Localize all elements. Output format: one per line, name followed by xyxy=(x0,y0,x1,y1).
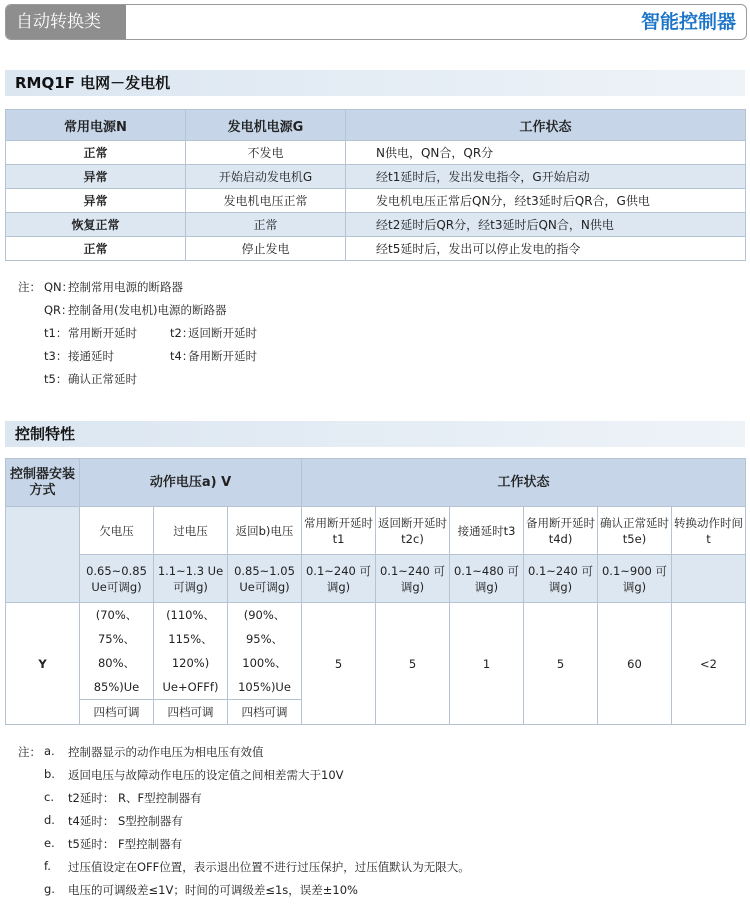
sub-t2: 返回断开延时t2c) xyxy=(376,507,450,555)
note-key-t1: t1： xyxy=(44,326,68,340)
sub-t3: 接通延时t3 xyxy=(450,507,524,555)
note-c: t2延时： R、F型控制器有 xyxy=(68,791,202,805)
cell-g: 正常 xyxy=(186,213,346,237)
table-row xyxy=(6,237,746,261)
note-t2: 返回断开延时 xyxy=(188,326,257,340)
section-title: 控制特性 xyxy=(15,425,76,443)
section-heading-rmq1f xyxy=(5,70,745,96)
table-subheader-row xyxy=(6,507,746,555)
col-header-n: 常用电源N xyxy=(6,110,186,141)
control-table xyxy=(5,458,746,725)
notes-2 xyxy=(18,744,738,904)
cell-status: 经t5延时后，发出可以停止发电的指令 xyxy=(346,237,746,261)
col-header-status: 工作状态 xyxy=(346,110,746,141)
notes-1 xyxy=(18,279,738,394)
brand-title: 智能控制器 xyxy=(640,11,736,33)
note-d: t4延时： S型控制器有 xyxy=(68,814,183,828)
table-row xyxy=(6,165,746,189)
range-cell: 1.1~1.3 Ue可调g) xyxy=(154,555,228,603)
step-cell: (110%、 115%、 120%) Ue+OFFf) xyxy=(154,603,228,700)
cell-g: 停止发电 xyxy=(186,237,346,261)
value-cell: <2 xyxy=(672,603,746,725)
sub-t4: 备用断开延时t4d) xyxy=(524,507,598,555)
cell-g: 开始启动发电机G xyxy=(186,165,346,189)
range-cell: 0.85~1.05 Ue可调g) xyxy=(228,555,302,603)
table-row xyxy=(6,189,746,213)
value-cell: 5 xyxy=(302,603,376,725)
value-cell: 1 xyxy=(450,603,524,725)
cell-n: 异常 xyxy=(6,165,186,189)
range-cell: 0.1~240 可调g) xyxy=(376,555,450,603)
cell-n: 恢复正常 xyxy=(6,213,186,237)
range-cell: 0.1~900 可调g) xyxy=(598,555,672,603)
cell-g: 发电机电压正常 xyxy=(186,189,346,213)
blank-cell xyxy=(6,507,80,603)
four-step-cell: 四档可调 xyxy=(154,700,228,725)
table-row xyxy=(6,213,746,237)
sub-t1: 常用断开延时t1 xyxy=(302,507,376,555)
note-e: t5延时： F型控制器有 xyxy=(68,837,183,851)
header-voltage: 动作电压a) V xyxy=(80,459,302,507)
step-cell: (90%、 95%、 100%、 105%)Ue xyxy=(228,603,302,700)
note-key-c: c. xyxy=(44,790,54,804)
value-cell: 60 xyxy=(598,603,672,725)
range-cell: 0.1~480 可调g) xyxy=(450,555,524,603)
note-a: 控制器显示的动作电压为相电压有效值 xyxy=(68,745,264,759)
note-key-t2: t2： xyxy=(170,326,194,340)
note-key-t5: t5： xyxy=(44,372,68,386)
range-cell: 0.65~0.85 Ue可调g) xyxy=(80,555,154,603)
note-key-a: a. xyxy=(44,744,55,758)
note-b: 返回电压与故障动作电压的设定值之间相差需大于10V xyxy=(68,768,344,782)
section-title: RMQ1F 电网－发电机 xyxy=(15,74,171,92)
sub-t5: 确认正常延时t5e) xyxy=(598,507,672,555)
range-cell: 0.1~240 可调g) xyxy=(524,555,598,603)
note-prefix: 注： xyxy=(18,280,41,294)
cell-n: 正常 xyxy=(6,141,186,165)
note-qr: 控制备用(发电机)电源的断路器 xyxy=(68,303,227,317)
note-qn: 控制常用电源的断路器 xyxy=(68,280,183,294)
section-heading-control xyxy=(5,421,745,447)
table-header-row xyxy=(6,110,746,141)
cell-status: 经t2延时后QR分，经t3延时后QN合，N供电 xyxy=(346,213,746,237)
sub-overvoltage: 过电压 xyxy=(154,507,228,555)
blank-cell xyxy=(672,555,746,603)
range-row xyxy=(6,555,746,603)
top-bar xyxy=(5,4,747,40)
note-t1: 常用断开延时 xyxy=(68,326,137,340)
note-key-qn: QN： xyxy=(44,280,74,294)
note-key-t3: t3： xyxy=(44,349,68,363)
note-f: 过压值设定在OFF位置，表示退出位置不进行过压保护，过压值默认为无限大。 xyxy=(68,860,470,874)
four-step-cell: 四档可调 xyxy=(228,700,302,725)
note-prefix: 注： xyxy=(18,745,41,759)
step-cell: (70%、 75%、 80%、 85%)Ue xyxy=(80,603,154,700)
value-row xyxy=(6,603,746,700)
sub-undervoltage: 欠电压 xyxy=(80,507,154,555)
table-header-row xyxy=(6,459,746,507)
sub-transfer-time: 转换动作时间t xyxy=(672,507,746,555)
note-key-f: f. xyxy=(44,859,51,873)
note-g: 电压的可调级差≤1V；时间的可调级差≤1s，误差±10% xyxy=(68,883,358,897)
state-table xyxy=(5,109,746,261)
cell-n: 正常 xyxy=(6,237,186,261)
note-key-e: e. xyxy=(44,836,55,850)
cell-status: 经t1延时后，发出发电指令，G开始启动 xyxy=(346,165,746,189)
sub-return-voltage: 返回b)电压 xyxy=(228,507,302,555)
cell-n: 异常 xyxy=(6,189,186,213)
note-key-d: d. xyxy=(44,813,55,827)
note-t5: 确认正常延时 xyxy=(68,372,137,386)
cell-status: 发电机电压正常后QN分，经t3延时后QR合，G供电 xyxy=(346,189,746,213)
header-status: 工作状态 xyxy=(302,459,746,507)
cell-g: 不发电 xyxy=(186,141,346,165)
note-key-t4: t4： xyxy=(170,349,194,363)
table-row xyxy=(6,141,746,165)
col-header-g: 发电机电源G xyxy=(186,110,346,141)
note-key-qr: QR： xyxy=(44,303,73,317)
note-t3: 接通延时 xyxy=(68,349,114,363)
four-step-cell: 四档可调 xyxy=(80,700,154,725)
note-key-b: b. xyxy=(44,767,55,781)
header-install: 控制器安装方式 xyxy=(6,459,80,507)
value-cell: 5 xyxy=(376,603,450,725)
install-type-y: Y xyxy=(6,603,80,725)
note-t4: 备用断开延时 xyxy=(188,349,257,363)
cell-status: N供电，QN合，QR分 xyxy=(346,141,746,165)
category-label: 自动转换类 xyxy=(6,5,126,39)
range-cell: 0.1~240 可调g) xyxy=(302,555,376,603)
value-cell: 5 xyxy=(524,603,598,725)
note-key-g: g. xyxy=(44,882,55,896)
